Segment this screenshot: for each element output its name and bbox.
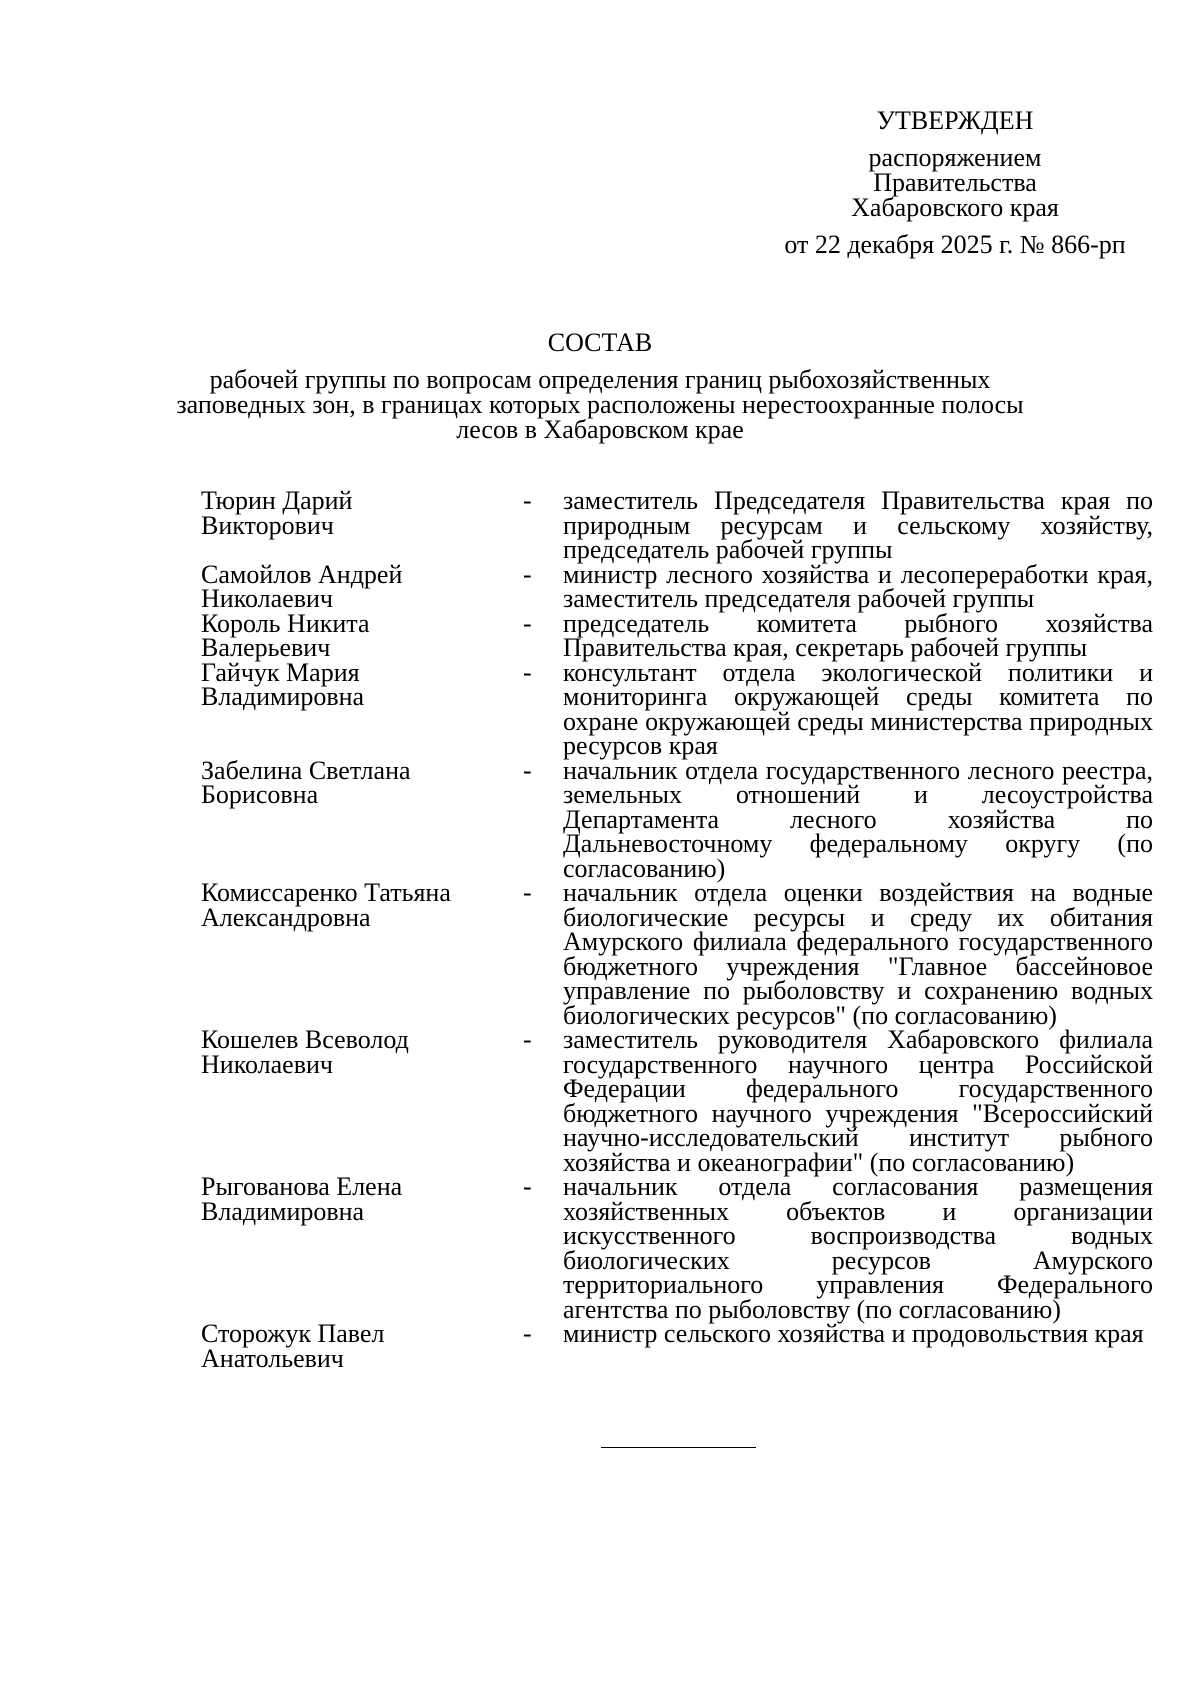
member-dash: -: [523, 559, 532, 589]
member-role: заместитель Председателя Правительства края по природным ресурсам и сельскому хозяйству, председатель рабочей группы: [563, 486, 1153, 564]
member-dash: -: [523, 755, 532, 785]
member-patronymic: Владимировна: [201, 1196, 365, 1226]
document-heading: [150, 330, 1050, 442]
member-patronymic: Николаевич: [201, 584, 333, 613]
member-dash: -: [523, 1172, 532, 1201]
member-surname-first: Забелина Светлана: [201, 755, 411, 785]
member-row: [201, 657, 1153, 760]
member-role: председатель комитета рыбного хозяйства Правительства края, секретарь рабочей группы: [563, 608, 1153, 662]
member-patronymic: Николаевич: [201, 1049, 333, 1079]
member-role: заместитель руководителя Хабаровского филиала государственного научного центра Российской Федерации федерального государственного бюджетного научного учреждения "Всероссийский научно-исследовательский институт рыбного хозяйства и океанографии" (по согласованию): [563, 1025, 1153, 1177]
document-title: СОСТАВ: [547, 328, 653, 357]
member-name: [201, 608, 523, 662]
member-row: [201, 608, 1153, 662]
member-name: [201, 657, 523, 759]
member-row: [201, 486, 1153, 564]
member-name: [201, 1025, 523, 1175]
document-subtitle: рабочей группы по вопросам определения границ рыбохозяйственных заповедных зон, в границах которых расположены нерестоохранные полосы лесов в Хабаровском крае: [176, 365, 1024, 444]
member-role: начальник отдела оценки воздействия на водные биологические ресурсы и среду их обитания Амурского филиала федерального государственного бюджетного учреждения "Главное бассейновое управление по рыболовству и сохранению водных биологических ресурсов" (по согласованию): [563, 878, 1153, 1030]
member-surname-first: Сторожук Павел: [201, 1319, 385, 1348]
member-dash: -: [523, 1025, 532, 1054]
member-role: начальник отдела согласования размещения хозяйственных объектов и организации искусственного воспроизводства водных биологических ресурсов Амурского территориального управления Федерального агентства по рыболовству (по согласованию): [563, 1172, 1153, 1324]
member-patronymic: Викторович: [201, 510, 334, 540]
member-dash: -: [523, 878, 532, 907]
member-row: [201, 559, 1153, 613]
member-dash: -: [523, 657, 532, 687]
member-name: [201, 1319, 523, 1373]
member-name: [201, 755, 523, 882]
member-patronymic: Владимировна: [201, 682, 365, 711]
member-dash: -: [523, 1319, 532, 1348]
member-dash: -: [523, 486, 532, 515]
member-patronymic: Борисовна: [201, 780, 319, 809]
member-name: [201, 1172, 523, 1322]
member-role: министр лесного хозяйства и лесопереработки края, заместитель председателя рабочей группы: [563, 559, 1153, 613]
member-patronymic: Александровна: [201, 902, 371, 932]
approval-date: от 22 декабря 2025 г. № 866-рп: [784, 230, 1126, 259]
member-role: министр сельского хозяйства и продовольствия края: [563, 1319, 1144, 1348]
member-row: [201, 1319, 1151, 1373]
member-surname-first: Комиссаренко Татьяна: [201, 878, 451, 907]
member-patronymic: Анатольевич: [201, 1343, 344, 1373]
member-name: [201, 878, 523, 1028]
approval-line-order: распоряжением: [868, 143, 1042, 172]
member-list: [201, 486, 1153, 1373]
member-role: консультант отдела экологической политики и мониторинга окружающей среды комитета по охране окружающей среды министерства природных ресурсов края: [563, 657, 1153, 760]
member-surname-first: Кошелев Всеволод: [201, 1025, 409, 1054]
approved-label: УТВЕРЖДЕН: [876, 106, 1034, 135]
member-row: [201, 1025, 1153, 1177]
member-row: [201, 1172, 1153, 1324]
member-row: [201, 878, 1153, 1030]
member-surname-first: Рыгованова Елена: [201, 1172, 403, 1201]
approval-line-region: Хабаровского края: [851, 193, 1059, 222]
approval-block: [750, 108, 1160, 257]
member-role: начальник отдела государственного лесного реестра, земельных отношений и лесоустройства Департамента лесного хозяйства по Дальневосточному федеральному округу (по согласованию): [563, 755, 1153, 883]
member-name: [201, 559, 523, 613]
member-dash: -: [523, 608, 532, 638]
member-surname-first: Гайчук Мария: [201, 657, 360, 687]
member-patronymic: Валерьевич: [201, 633, 331, 662]
member-surname-first: Король Никита: [201, 608, 370, 638]
member-row: [201, 755, 1153, 883]
approval-line-government: Правительства: [873, 168, 1037, 197]
member-surname-first: Самойлов Андрей: [201, 559, 403, 589]
member-surname-first: Тюрин Дарий: [201, 486, 353, 515]
member-name: [201, 486, 523, 563]
end-rule-divider: [601, 1447, 756, 1448]
